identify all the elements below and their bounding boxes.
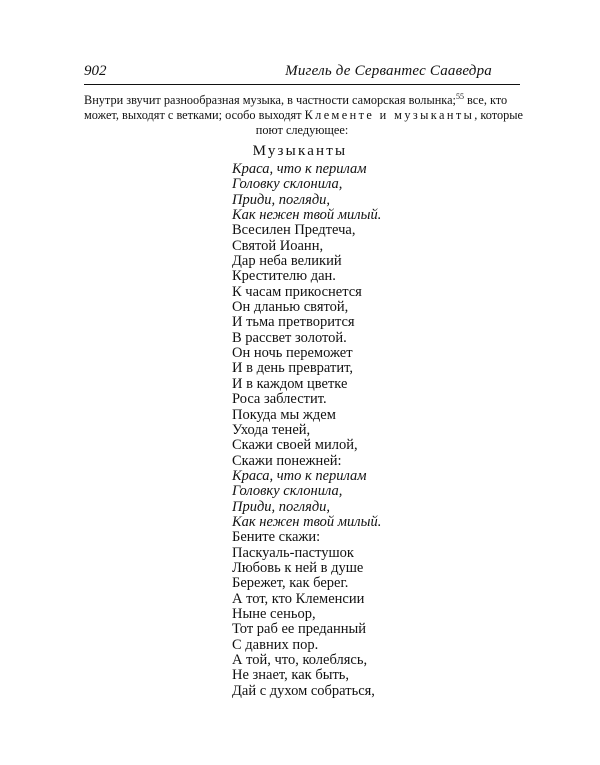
- verse-line: В рассвет золотой.: [232, 329, 347, 346]
- character-names: Клементе и музыканты: [304, 108, 475, 122]
- stage-direction-line: [84, 93, 520, 108]
- stage-direction-text: , которые: [474, 108, 523, 122]
- verse-line: Святой Иоанн,: [232, 237, 324, 254]
- verse-line: К часам прикоснется: [232, 283, 362, 300]
- page-number: 902: [84, 63, 107, 79]
- verse-line: И тьма претворится: [232, 314, 355, 331]
- verse-line: Дай с духом собраться,: [232, 682, 375, 699]
- verse-line: И в день превратит,: [232, 360, 353, 377]
- verse-line: Покуда мы ждем: [232, 406, 336, 423]
- stage-direction-text: Внутри звучит разнообразная музыка, в частности саморская волынка;: [84, 93, 456, 107]
- verse-line: Бените скажи:: [232, 529, 321, 546]
- stage-direction-text: все, кто: [463, 93, 508, 107]
- character-heading: Музыканты: [252, 143, 348, 159]
- stage-direction-line: поют следующее:: [255, 123, 349, 137]
- footnote-reference: 55: [455, 91, 464, 101]
- verse-line: И в каждом цветке: [232, 375, 348, 392]
- verse-line: Ухода теней,: [232, 421, 311, 438]
- running-header: [84, 62, 520, 85]
- song-verse: [232, 162, 381, 699]
- stage-direction: [84, 91, 523, 138]
- verse-line: Краса, что к перилам: [232, 161, 367, 177]
- verse-line: Паскуаль-пастушок: [232, 544, 354, 561]
- stage-direction-text: может, выходят с ветками; особо выходят: [84, 108, 305, 122]
- verse-line: Как нежен твой милый.: [232, 513, 382, 530]
- running-title: Мигель де Сервантес Сааведра: [285, 63, 492, 79]
- verse-line: Как нежен твой милый.: [232, 207, 382, 224]
- verse-line: А той, что, колеблясь,: [232, 652, 368, 668]
- verse-line: Всесилен Предтеча,: [232, 222, 356, 239]
- verse-line: Крестителю дан.: [232, 268, 336, 285]
- verse-line: С давних пор.: [232, 636, 319, 653]
- verse-line: Скажи своей милой,: [232, 437, 358, 454]
- verse-line: Скажи понежней:: [232, 452, 342, 469]
- verse-line: Он дланью святой,: [232, 299, 349, 316]
- verse-line: Головку склонила,: [232, 483, 343, 500]
- verse-line: Он ночь переможет: [232, 345, 353, 362]
- verse-line: Любовь к ней в душе: [232, 559, 364, 576]
- verse-line: Приди, погляди,: [232, 498, 331, 515]
- stage-direction-line: [84, 108, 523, 123]
- verse-line: А тот, кто Клеменсии: [232, 590, 365, 607]
- verse-line: Тот раб ее преданный: [232, 621, 367, 638]
- verse-line: Краса, что к перилам: [232, 467, 367, 484]
- verse-line: Приди, погляди,: [232, 191, 331, 208]
- verse-line: Не знает, как быть,: [232, 667, 350, 684]
- verse-line: Бережет, как берег.: [232, 575, 349, 592]
- verse-line: Ныне сеньор,: [232, 605, 316, 622]
- verse-line: Головку склонила,: [232, 176, 343, 193]
- verse-line: Дар неба великий: [232, 253, 342, 270]
- verse-line: Роса заблестит.: [232, 391, 327, 408]
